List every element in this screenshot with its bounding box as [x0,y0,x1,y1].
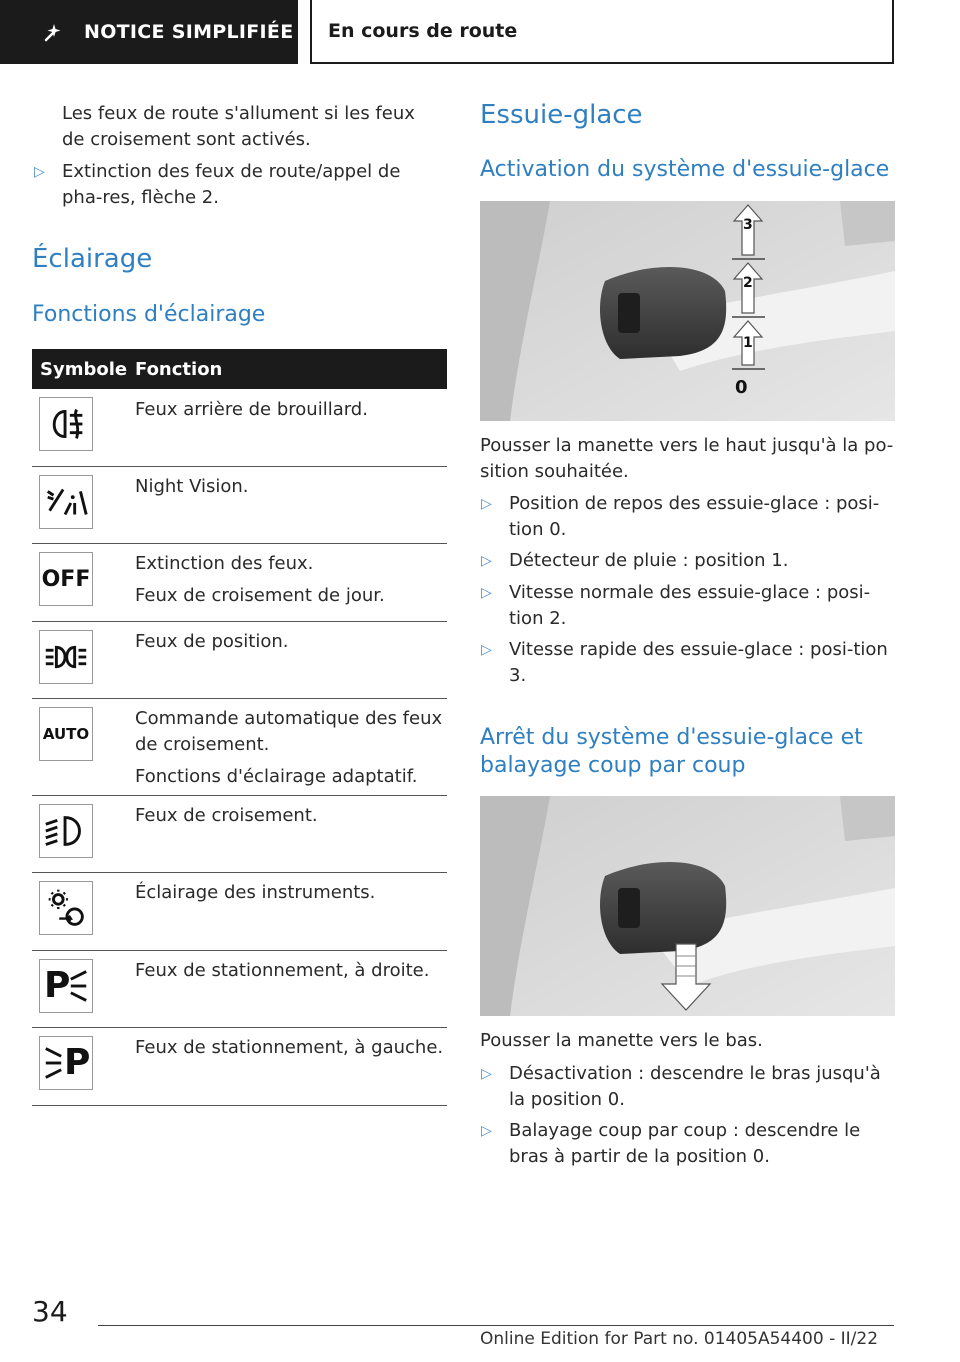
section-heading: Éclairage [32,244,153,274]
auto-lights-icon: AUTO [39,707,93,761]
table-row: Feux de croisement. [32,796,447,873]
parking-right-icon: P [39,959,93,1013]
instrument-lighting-icon [39,881,93,935]
table-row: P Feux de stationnement, à gauche. [32,1028,447,1106]
column-header-symbol: Symbole [40,358,128,380]
column-header-function: Fonction [135,358,223,380]
position-label-3: 3 [743,217,753,233]
table-row: AUTO Commande automatique des feux de croisement. Fonctions d'éclairage adaptatif. [32,699,447,796]
footer-divider [98,1325,894,1326]
night-vision-icon [39,475,93,529]
chapter-title: En cours de route [328,20,518,42]
position-label-1: 1 [743,335,753,351]
subsection-heading: Arrêt du système d'essuie-glace et balayage coup par coup [480,725,863,778]
section-tab [0,0,298,64]
position-label-0: 0 [735,377,748,398]
bullet-triangle-icon: ▷ [481,585,492,601]
table-row: Night Vision. [32,467,447,544]
wiper-lever-up-photo [480,201,895,421]
quick-guide-icon [42,20,66,44]
wiper-lever-down-photo [480,796,895,1016]
subsection-heading: Fonctions d'éclairage [32,302,266,327]
section-title: NOTICE SIMPLIFIÉE [84,21,294,43]
bullet-triangle-icon: ▷ [481,1066,492,1082]
low-beam-icon [39,804,93,858]
table-header [32,349,447,389]
table-row: Feux de position. [32,622,447,699]
rear-fog-light-icon [39,397,93,451]
bullet-triangle-icon: ▷ [481,1123,492,1139]
bullet-triangle-icon: ▷ [481,553,492,569]
table-row: Éclairage des instruments. [32,873,447,951]
table-row: OFF Extinction des feux. Feux de croisement de jour. [32,544,447,622]
subsection-heading: Activation du système d'essuie-glace [480,157,890,182]
table-row: P Feux de stationnement, à droite. [32,951,447,1028]
paragraph: Pousser la manette vers le haut jusqu'à la po-sition souhaitée. [480,435,894,482]
lights-off-icon: OFF [39,552,93,606]
edition-info: Online Edition for Part no. 01405A54400 - II/22 [480,1329,879,1349]
bullet-triangle-icon: ▷ [481,642,492,658]
bullet-triangle-icon: ▷ [481,496,492,512]
bullet-triangle-icon: ▷ [34,164,45,180]
section-heading: Essuie-glace [480,100,643,130]
parking-left-icon: P [39,1036,93,1090]
chapter-tab [310,0,894,64]
parking-lights-icon [39,630,93,684]
page-number: 34 [32,1295,68,1328]
lighting-functions-table [32,349,447,1106]
paragraph: Pousser la manette vers le bas. [480,1030,763,1051]
position-label-2: 2 [743,275,753,291]
table-row: Feux arrière de brouillard. [32,389,447,467]
intro-paragraph: Les feux de route s'allument si les feux de croisement sont activés. [62,103,415,150]
